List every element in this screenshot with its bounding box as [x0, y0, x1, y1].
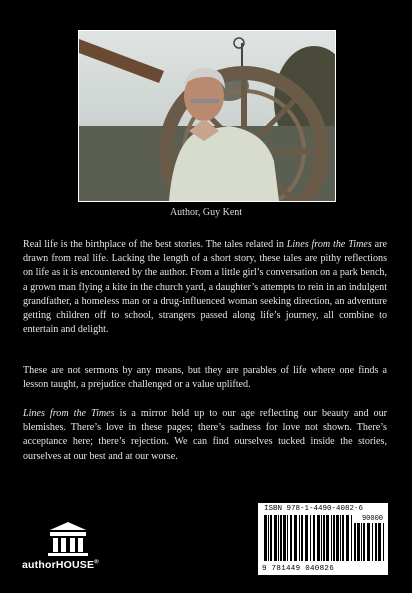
- body-paragraph-1: [23, 238, 387, 337]
- photo-caption: Author, Guy Kent: [169, 207, 243, 218]
- author-photo: [78, 30, 336, 202]
- barcode-addon-bars-icon: [354, 523, 384, 561]
- body-paragraph-2: These are not sermons by any means, but they are parables of life where one finds a lesson taught, a prejudice challenged or a value uplifted.: [23, 365, 387, 391]
- p3-text-end: is a mirror held up to our age reflecting our beauty and our blemishes. There’s love in these pages; there’s sadness for love not shown. There’s acceptance here; there’s rejection. We can find ourselves tucked inside the stories, ourselves at our best and at our worse.: [23, 408, 387, 462]
- isbn-digits: 9 781449 040826: [262, 565, 335, 573]
- publisher-name-part-2: HOUSE: [55, 559, 95, 571]
- p1-text-end: are drawn from real life. Lacking the length of a short story, these tales are pithy reflections on life as it is encountered by the author. From a little girl’s conversation on a park bench, a grown man flying a kite in the church yard, a daughter’s attempts to rein in an indulgent grandfather, a homeless man or a drug-influenced woman seeking direction, an adventure getting children off to school, strangers passed along life’s journey, all combine to entertain and delight.: [23, 239, 387, 336]
- isbn-addon-number: 90000: [361, 515, 383, 523]
- publisher-name-part-1: author: [22, 559, 56, 571]
- barcode-bars-icon: [264, 515, 352, 561]
- isbn-barcode: [258, 503, 388, 575]
- body-paragraph-3: [23, 407, 387, 464]
- isbn-label: ISBN 978-1-4490-4082-6: [264, 505, 364, 513]
- publisher-name: [22, 559, 99, 571]
- p1-book-title: Lines from the Times: [286, 239, 372, 250]
- registered-mark: ®: [94, 559, 99, 566]
- p1-text-start: Real life is the birthplace of the best stories. The tales related in: [23, 239, 287, 250]
- author-photo-image: [79, 31, 335, 201]
- p3-book-title: Lines from the Times: [23, 408, 115, 419]
